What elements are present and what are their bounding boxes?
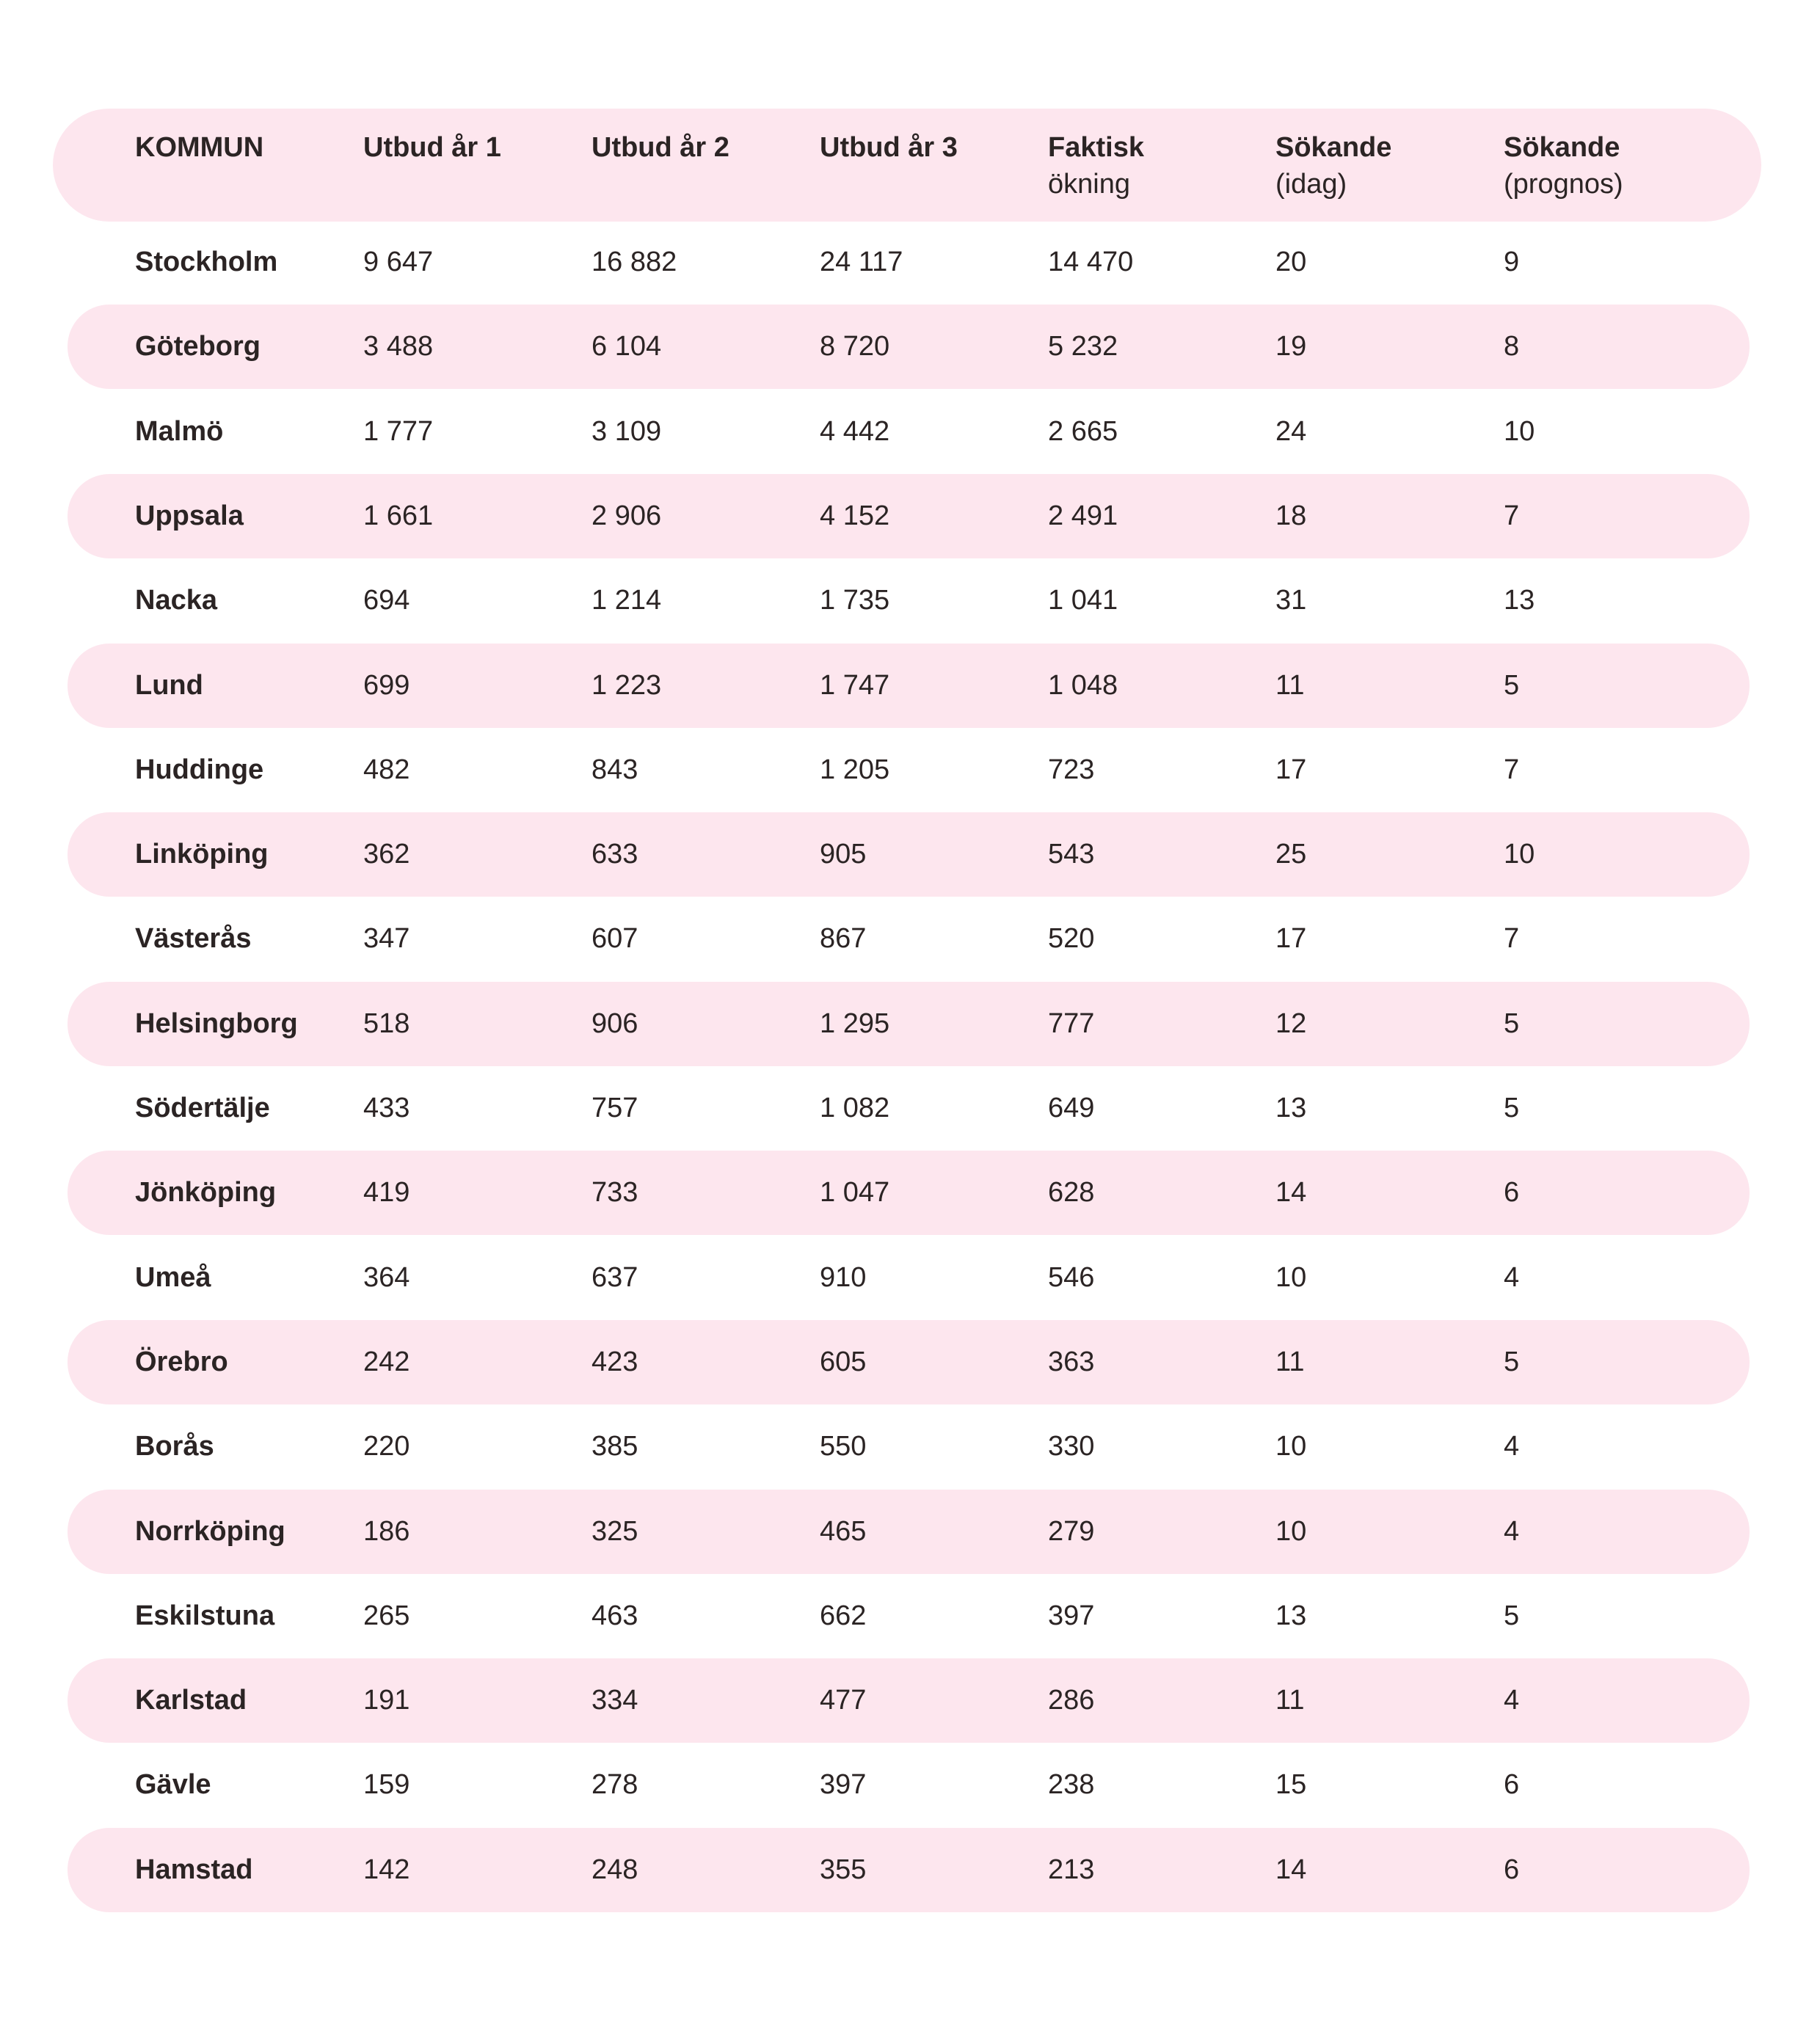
header-sokande-prognos: Sökande (prognos) xyxy=(1504,132,1623,200)
cell-utbud-ar-2: 463 xyxy=(592,1600,638,1631)
cell-utbud-ar-2: 334 xyxy=(592,1685,638,1716)
cell-faktisk-okning: 363 xyxy=(1048,1347,1095,1377)
cell-utbud-ar-2: 3 109 xyxy=(592,416,662,447)
cell-utbud-ar-2: 325 xyxy=(592,1516,638,1547)
cell-utbud-ar-3: 24 117 xyxy=(820,247,903,277)
table-row xyxy=(68,1066,1750,1151)
cell-utbud-ar-1: 142 xyxy=(363,1854,410,1885)
cell-utbud-ar-3: 4 442 xyxy=(820,416,890,447)
header-kommun: KOMMUN xyxy=(135,132,264,163)
cell-kommun: Nacka xyxy=(135,585,217,616)
cell-utbud-ar-1: 482 xyxy=(363,754,410,785)
cell-utbud-ar-2: 2 906 xyxy=(592,500,662,531)
cell-utbud-ar-1: 242 xyxy=(363,1347,410,1377)
table-row xyxy=(68,1828,1750,1912)
cell-sokande-idag: 11 xyxy=(1275,670,1305,701)
cell-utbud-ar-3: 1 205 xyxy=(820,754,890,785)
header-faktisk-okning: Faktisk ökning xyxy=(1048,132,1144,200)
header-utbud-ar-2: Utbud år 2 xyxy=(592,132,729,163)
table-row xyxy=(68,305,1750,389)
cell-utbud-ar-1: 265 xyxy=(363,1600,410,1631)
cell-utbud-ar-3: 905 xyxy=(820,839,867,870)
cell-sokande-idag: 31 xyxy=(1275,585,1307,616)
cell-utbud-ar-1: 3 488 xyxy=(363,331,434,362)
table-row xyxy=(68,1574,1750,1658)
cell-utbud-ar-3: 1 047 xyxy=(820,1177,890,1208)
cell-sokande-idag: 17 xyxy=(1275,923,1307,954)
cell-utbud-ar-3: 8 720 xyxy=(820,331,890,362)
cell-kommun: Linköping xyxy=(135,839,269,870)
cell-utbud-ar-1: 518 xyxy=(363,1008,410,1039)
cell-utbud-ar-2: 633 xyxy=(592,839,638,870)
cell-utbud-ar-1: 694 xyxy=(363,585,410,616)
cell-faktisk-okning: 2 491 xyxy=(1048,500,1118,531)
cell-sokande-prognos: 10 xyxy=(1504,416,1535,447)
cell-sokande-prognos: 4 xyxy=(1504,1262,1520,1293)
cell-utbud-ar-1: 362 xyxy=(363,839,410,870)
cell-kommun: Eskilstuna xyxy=(135,1600,275,1631)
cell-utbud-ar-3: 662 xyxy=(820,1600,867,1631)
cell-utbud-ar-1: 1 777 xyxy=(363,416,434,447)
cell-kommun: Göteborg xyxy=(135,331,261,362)
cell-sokande-idag: 25 xyxy=(1275,839,1307,870)
cell-utbud-ar-3: 4 152 xyxy=(820,500,890,531)
cell-utbud-ar-1: 191 xyxy=(363,1685,410,1716)
cell-faktisk-okning: 543 xyxy=(1048,839,1095,870)
cell-sokande-prognos: 5 xyxy=(1504,670,1520,701)
cell-utbud-ar-3: 397 xyxy=(820,1769,867,1800)
table-header xyxy=(53,109,1761,222)
cell-sokande-prognos: 5 xyxy=(1504,1093,1520,1123)
cell-faktisk-okning: 628 xyxy=(1048,1177,1095,1208)
cell-faktisk-okning: 777 xyxy=(1048,1008,1095,1039)
cell-faktisk-okning: 397 xyxy=(1048,1600,1095,1631)
cell-utbud-ar-2: 637 xyxy=(592,1262,638,1293)
cell-kommun: Stockholm xyxy=(135,247,278,277)
cell-faktisk-okning: 520 xyxy=(1048,923,1095,954)
cell-sokande-prognos: 4 xyxy=(1504,1516,1520,1547)
cell-faktisk-okning: 649 xyxy=(1048,1093,1095,1123)
cell-utbud-ar-3: 1 747 xyxy=(820,670,890,701)
cell-utbud-ar-2: 757 xyxy=(592,1093,638,1123)
table-row xyxy=(68,1236,1750,1320)
table-row xyxy=(68,220,1750,305)
cell-kommun: Norrköping xyxy=(135,1516,285,1547)
cell-sokande-idag: 13 xyxy=(1275,1600,1307,1631)
cell-sokande-prognos: 5 xyxy=(1504,1600,1520,1631)
header-utbud-ar-1: Utbud år 1 xyxy=(363,132,501,163)
cell-utbud-ar-3: 605 xyxy=(820,1347,867,1377)
cell-utbud-ar-2: 1 214 xyxy=(592,585,662,616)
cell-sokande-idag: 19 xyxy=(1275,331,1307,362)
cell-sokande-prognos: 7 xyxy=(1504,923,1520,954)
cell-utbud-ar-2: 1 223 xyxy=(592,670,662,701)
cell-faktisk-okning: 5 232 xyxy=(1048,331,1118,362)
table-row xyxy=(68,1151,1750,1235)
cell-utbud-ar-1: 364 xyxy=(363,1262,410,1293)
cell-sokande-idag: 13 xyxy=(1275,1093,1307,1123)
cell-kommun: Huddinge xyxy=(135,754,264,785)
cell-faktisk-okning: 14 470 xyxy=(1048,247,1134,277)
cell-utbud-ar-3: 1 735 xyxy=(820,585,890,616)
cell-sokande-prognos: 13 xyxy=(1504,585,1535,616)
table-row xyxy=(68,558,1750,643)
cell-utbud-ar-3: 910 xyxy=(820,1262,867,1293)
cell-utbud-ar-1: 419 xyxy=(363,1177,410,1208)
cell-utbud-ar-3: 465 xyxy=(820,1516,867,1547)
cell-utbud-ar-1: 186 xyxy=(363,1516,410,1547)
cell-utbud-ar-2: 843 xyxy=(592,754,638,785)
cell-utbud-ar-1: 220 xyxy=(363,1431,410,1462)
cell-sokande-prognos: 6 xyxy=(1504,1177,1520,1208)
cell-utbud-ar-2: 16 882 xyxy=(592,247,677,277)
cell-faktisk-okning: 2 665 xyxy=(1048,416,1118,447)
table-row xyxy=(68,728,1750,812)
cell-kommun: Lund xyxy=(135,670,203,701)
header-sokande-idag: Sökande (idag) xyxy=(1275,132,1392,200)
cell-sokande-idag: 11 xyxy=(1275,1685,1305,1716)
cell-utbud-ar-1: 159 xyxy=(363,1769,410,1800)
cell-sokande-prognos: 5 xyxy=(1504,1347,1520,1377)
cell-kommun: Helsingborg xyxy=(135,1008,298,1039)
table-row xyxy=(68,474,1750,558)
cell-sokande-prognos: 6 xyxy=(1504,1854,1520,1885)
cell-faktisk-okning: 546 xyxy=(1048,1262,1095,1293)
table-row xyxy=(68,390,1750,474)
cell-utbud-ar-1: 347 xyxy=(363,923,410,954)
cell-sokande-prognos: 4 xyxy=(1504,1431,1520,1462)
cell-utbud-ar-3: 867 xyxy=(820,923,867,954)
cell-utbud-ar-3: 355 xyxy=(820,1854,867,1885)
cell-faktisk-okning: 1 048 xyxy=(1048,670,1118,701)
cell-utbud-ar-1: 699 xyxy=(363,670,410,701)
cell-sokande-idag: 14 xyxy=(1275,1854,1307,1885)
cell-sokande-idag: 17 xyxy=(1275,754,1307,785)
header-utbud-ar-3: Utbud år 3 xyxy=(820,132,958,163)
cell-sokande-idag: 12 xyxy=(1275,1008,1307,1039)
cell-kommun: Borås xyxy=(135,1431,214,1462)
cell-sokande-prognos: 4 xyxy=(1504,1685,1520,1716)
cell-sokande-idag: 11 xyxy=(1275,1347,1305,1377)
cell-sokande-idag: 10 xyxy=(1275,1262,1307,1293)
cell-sokande-prognos: 9 xyxy=(1504,247,1520,277)
cell-sokande-idag: 14 xyxy=(1275,1177,1307,1208)
cell-sokande-prognos: 6 xyxy=(1504,1769,1520,1800)
cell-utbud-ar-3: 1 082 xyxy=(820,1093,890,1123)
cell-kommun: Hamstad xyxy=(135,1854,253,1885)
cell-utbud-ar-3: 1 295 xyxy=(820,1008,890,1039)
table-row xyxy=(68,1404,1750,1489)
table-row xyxy=(68,1490,1750,1574)
cell-kommun: Gävle xyxy=(135,1769,211,1800)
cell-sokande-prognos: 5 xyxy=(1504,1008,1520,1039)
cell-utbud-ar-2: 6 104 xyxy=(592,331,662,362)
cell-utbud-ar-2: 278 xyxy=(592,1769,638,1800)
table-row xyxy=(68,644,1750,728)
cell-kommun: Uppsala xyxy=(135,500,244,531)
cell-faktisk-okning: 213 xyxy=(1048,1854,1095,1885)
cell-sokande-idag: 20 xyxy=(1275,247,1307,277)
cell-utbud-ar-2: 607 xyxy=(592,923,638,954)
cell-sokande-prognos: 10 xyxy=(1504,839,1535,870)
cell-utbud-ar-3: 477 xyxy=(820,1685,867,1716)
cell-sokande-prognos: 7 xyxy=(1504,754,1520,785)
cell-kommun: Karlstad xyxy=(135,1685,247,1716)
cell-sokande-idag: 10 xyxy=(1275,1431,1307,1462)
table-row xyxy=(68,982,1750,1066)
cell-utbud-ar-2: 906 xyxy=(592,1008,638,1039)
table-row xyxy=(68,1658,1750,1743)
cell-utbud-ar-2: 248 xyxy=(592,1854,638,1885)
cell-faktisk-okning: 330 xyxy=(1048,1431,1095,1462)
cell-faktisk-okning: 286 xyxy=(1048,1685,1095,1716)
cell-kommun: Västerås xyxy=(135,923,252,954)
cell-kommun: Umeå xyxy=(135,1262,211,1293)
cell-utbud-ar-1: 1 661 xyxy=(363,500,434,531)
cell-sokande-idag: 18 xyxy=(1275,500,1307,531)
cell-utbud-ar-1: 9 647 xyxy=(363,247,434,277)
table-row xyxy=(68,1320,1750,1404)
cell-utbud-ar-3: 550 xyxy=(820,1431,867,1462)
cell-kommun: Södertälje xyxy=(135,1093,270,1123)
cell-kommun: Malmö xyxy=(135,416,224,447)
cell-kommun: Jönköping xyxy=(135,1177,277,1208)
cell-faktisk-okning: 238 xyxy=(1048,1769,1095,1800)
table-row xyxy=(68,1743,1750,1827)
cell-faktisk-okning: 723 xyxy=(1048,754,1095,785)
cell-utbud-ar-2: 423 xyxy=(592,1347,638,1377)
cell-sokande-idag: 15 xyxy=(1275,1769,1307,1800)
cell-utbud-ar-1: 433 xyxy=(363,1093,410,1123)
cell-sokande-idag: 24 xyxy=(1275,416,1307,447)
cell-kommun: Örebro xyxy=(135,1347,228,1377)
cell-sokande-idag: 10 xyxy=(1275,1516,1307,1547)
table-row xyxy=(68,897,1750,981)
table-row xyxy=(68,812,1750,897)
cell-utbud-ar-2: 385 xyxy=(592,1431,638,1462)
cell-utbud-ar-2: 733 xyxy=(592,1177,638,1208)
cell-faktisk-okning: 279 xyxy=(1048,1516,1095,1547)
cell-sokande-prognos: 7 xyxy=(1504,500,1520,531)
cell-sokande-prognos: 8 xyxy=(1504,331,1520,362)
cell-faktisk-okning: 1 041 xyxy=(1048,585,1118,616)
